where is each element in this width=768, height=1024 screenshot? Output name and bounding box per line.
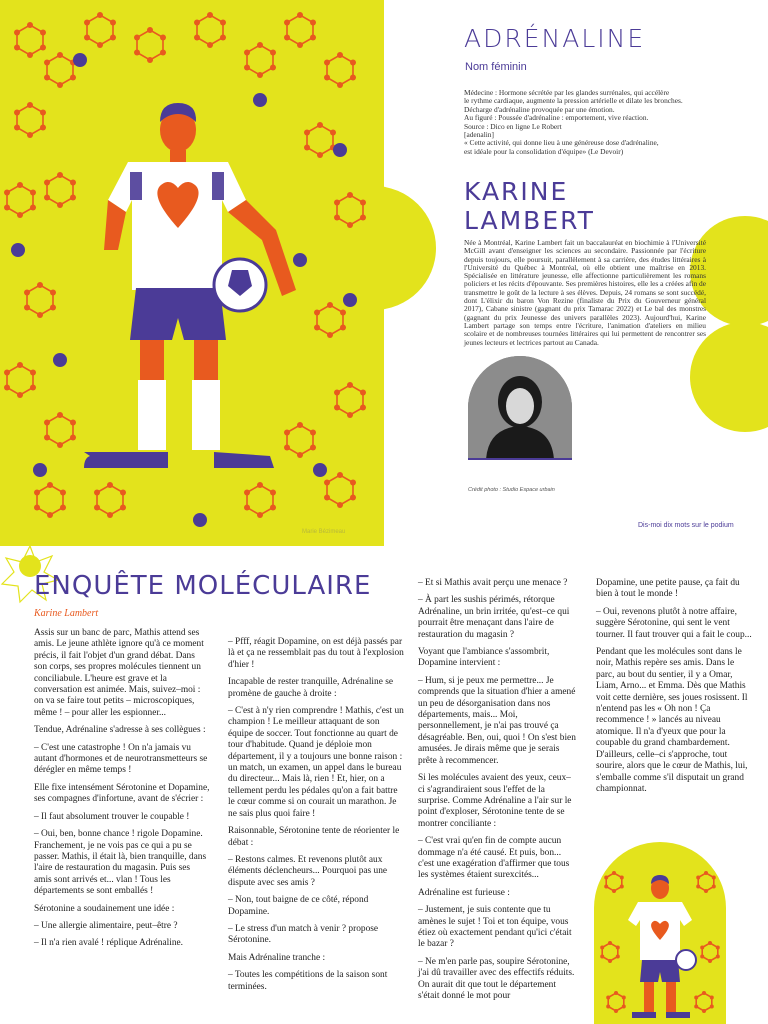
mini-soccer-player-icon [594,842,726,1024]
article-paragraph: – À part les sushis périmés, rétorque Adrénaline, un brin irritée, qu'est–ce qui pourrait être menaçant dans l'aire de restauration du magasin ? [418,595,570,640]
definition-line: Au figuré : Poussée d'adrénaline : emportement, vive réaction. [464,113,649,123]
article-paragraph: Voyant que l'ambiance s'assombrit, Dopamine intervient : [418,647,550,669]
definition-line: Médecine : Hormone sécrétée par les glandes surrénales, qui accélère [464,88,670,97]
article-paragraph: Mais Adrénaline tranche : [228,952,326,963]
article-paragraph: Pendant que les molécules sont dans le noir, Mathis repère ses amis. Dans le parc, au bout du sentier, il y a Omar, Liam, Arno... et Emma. Dès que Mathis voit cette dernière, ses joues rosissent. Il n'entend pas les « Oh non ! Ça recommence ! » lancés au niveau atomique. Il n'a d'yeux que pour la coupable du grand chambardement. D'ailleurs, celle–ci s'approche, tout sourire, alors que le cœur de Mathis, lui, s'emballe comme s'il disputait un grand championnat. [596,647,748,794]
article-paragraph: – Oui, ben, bonne chance ! rigole Dopamine. Franchement, je ne vois pas ce qui a pu se passer. Mathis, il était là, bien tranquille, dans l'aire de restauration du magasin. Puis ses amis sont arrivés et... vlan ! Tous les départements se sont emballés ! [34,829,207,897]
article-paragraph: – C'est une catastrophe ! On n'a jamais vu autant d'hormones et de neurotransmetteurs se dérégler en même temps ! [34,742,208,776]
article-paragraph: Raisonnable, Sérotonine tente de réorienter le débat : [228,826,400,848]
article-paragraph: – Non, tout baigne de ce côté, répond Dopamine. [228,895,369,917]
article-paragraph: – C'est à n'y rien comprendre ! Mathis, c'est un champion ! Le meilleur attaquant de son équipe de soccer. Tout fonctionne au quart de tour d'habitude. Quand je déploie mon département, il y a toujours une bonne raison : un match, un examen, un appel dans le bureau du directeur... Mais là, rien ! Et, hier, on a tellement perdu les pédales qu'on a fait battre le cœur comme si on courait un marathon. Je ne sais plus quoi faire ! [228,706,404,819]
article-author: Karine Lambert [34,608,99,619]
article-paragraph: Sérotonine a soudainement une idée : [34,903,175,914]
article-paragraph: Incapable de rester tranquille, Adrénaline se promène de gauche à droite : [228,677,394,699]
article-paragraph: – Hum, si je peux me permettre... Je comprends que la situation d'hier a amené un peu de désorganisation dans nos départements, mais... Moi, personnellement, je n'ai pas trouvé ça désagréable. Ben, oui, quoi ! On s'est bien amusées. Je dirais même que je serais prête à recommencer. [418,675,576,766]
decorative-circle [384,186,436,310]
definition-page [384,0,768,546]
article-paragraph: – C'est vrai qu'en fin de compte aucun dommage n'a été causé. Et puis, bon... c'est une exagération d'affirmer que tous les systèmes étaient surexcités... [418,836,570,881]
definition-line: [adenalin] [464,130,494,140]
article-column-1 [34,628,210,956]
definition-line: est idéale pour la consolidation d'équipe» (Le Devoir) [464,146,624,156]
soccer-player-illustration [0,0,384,546]
article-column-4 [596,578,752,801]
word-title: ADRÉNALINE [464,24,646,53]
definition-line: « Cette activité, qui donne lieu à une généreuse dose d'adrénaline, [464,138,659,148]
article-paragraph: – Pfff, réagit Dopamine, on est déjà passés par là et ça ne ressemblait pas du tout à l'explosion d'hier ! [228,637,404,670]
article-paragraph: – Restons calmes. Et revenons plutôt aux éléments déclencheurs... Pourquoi pas une dispute avec ses amis ? [228,854,388,888]
definition-line: Décharge d'adrénaline provoquée par une émotion. [464,104,615,114]
article-paragraph: Adrénaline est furieuse : [418,887,510,898]
author-portrait-icon [468,356,572,460]
author-biography: Née à Montréal, Karine Lambert fait un baccalauréat en biochimie à l'Université McGill avant d'enseigner les sciences au secondaire. Passionnée par l'écriture depuis toujours, elle poursuit, parallèlement à sa carrière, des études littéraires à l'Université du Québec à Montréal, où elle obtient une maîtrise en 2013. Spécialisée en littérature jeunesse, elle affectionne particulièrement les romans policiers et les récits d'épouvante. Ses premières histoires, elle les a créées afin de transmettre le goût de la lecture à ses élèves. Depuis, 24 romans se sont succédé, dont L'élixir du baron Von Rezine (finaliste du Prix du Gouverneur général 2017), Cabane sinistre (gagnant du prix Tamarac 2022) et Le bal des monstres (gagnant du prix Jeunesse des univers parallèles 2023). Aujourd'hui, Karine Lambert partage son temps entre l'écriture, l'animation d'ateliers en milieu scolaire et de nombreuses tournées littéraires qui lui permettent de rencontrer ses jeunes lecteurs et lectrices partout au Canada. [464,238,706,347]
article-paragraph: – Il faut absolument trouver le coupable ! [34,811,190,822]
article-paragraph: – Le stress d'un match à venir ? propose Sérotonine. [228,923,379,946]
mini-illustration [594,842,726,1024]
photo-credit: Crédit photo : Studio Espace urbain [468,487,555,493]
author-last-name: LAMBERT [464,206,595,235]
article-paragraph: – Ne m'en parle pas, soupire Sérotonine, j'ai dû travailler avec des effectifs réduits. On aurait dit que tout le département s'était donné le mot pour [418,956,575,1001]
article-paragraph: – Oui, revenons plutôt à notre affaire, suggère Sérotonine, qui sent le vent tourner. Il faut trouver qui a fait le coup... [596,606,752,640]
author-photo [468,356,572,460]
article-paragraph: – Il n'a rien avalé ! réplique Adrénaline. [34,938,184,949]
article-title: ENQUÊTE MOLÉCULAIRE [34,571,372,601]
author-name [464,177,595,235]
word-definition [464,89,712,156]
author-first-name: KARINE [464,177,569,206]
article-paragraph: Tendue, Adrénaline s'adresse à ses collègues : [34,725,206,736]
article-paragraph: Assis sur un banc de parc, Mathis attend ses amis. Le jeune athlète ignore qu'à ce moment précis, il fait l'objet d'un grand débat. Dans son corps, ses propres molécules tiennent un conciliabule. L'heure est grave et la conversation est animée. Mais, suivez–moi : on va se faire tout petits – microscopiques, même ! – pour aller les espionner... [34,628,204,718]
article-paragraph: Si les molécules avaient des yeux, ceux–ci s'agrandiraient sous l'effet de la surprise. Comme Adrénaline a l'air sur le point d'exploser, Sérotonine tente de se montrer conciliante : [418,773,572,829]
article-paragraph: – Une allergie alimentaire, peut–être ? [34,920,178,931]
article-column-2 [228,637,404,999]
definition-line: le rythme cardiaque, augmente la pression artérielle et dilate les bronches. [464,96,683,106]
series-label: Dis-moi dix mots sur le podium [638,522,734,529]
article-paragraph: Dopamine, une petite pause, ça fait du bien à tout le monde ! [596,578,740,600]
illustration-credit: Marie Bézimeau [302,529,346,535]
article-paragraph: – Justement, je suis contente que tu amènes le sujet ! Toi et ton équipe, vous étiez où exactement pendant qu'ici c'était le bazar ? [418,905,572,950]
article-paragraph: – Et si Mathis avait perçu une menace ? [418,578,568,588]
soccer-player-figure [84,103,296,468]
article-paragraph: Elle fixe intensément Sérotonine et Dopamine, ses compagnes d'infortune, avant de s'écrier : [34,782,210,805]
word-gender: Nom féminin [465,61,527,73]
article-paragraph: – Toutes les compétitions de la saison sont terminées. [228,970,388,992]
hero-illustration [0,0,384,546]
definition-line: Source : Dico en ligne Le Robert [464,121,562,131]
article-column-3 [418,578,576,1008]
